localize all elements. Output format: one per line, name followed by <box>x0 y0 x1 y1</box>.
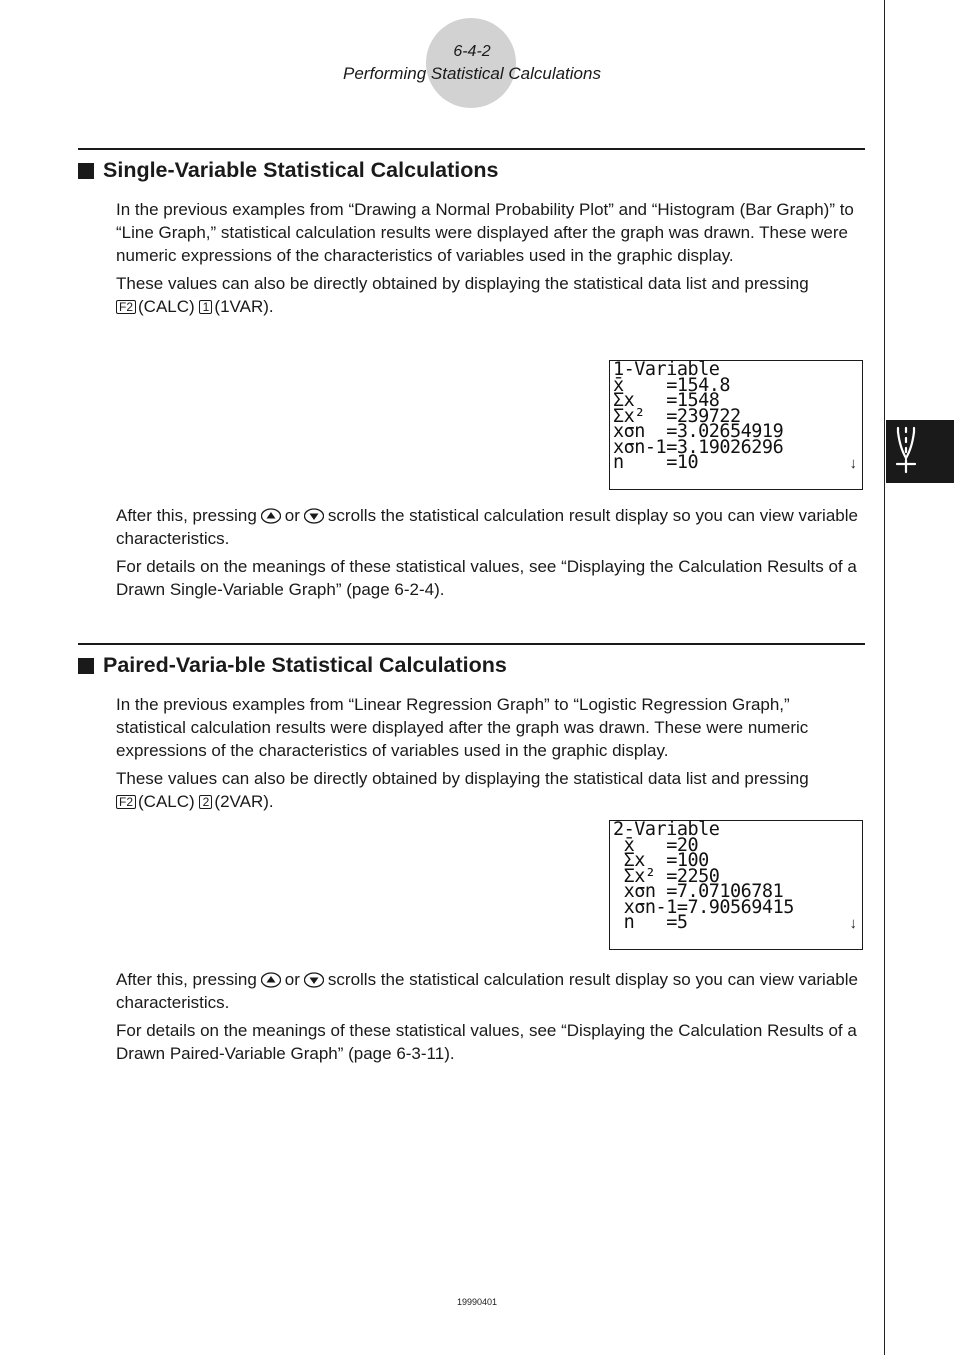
number-key-icon: 2 <box>199 795 212 809</box>
f2-key-icon: F2 <box>116 300 136 314</box>
scroll-paragraph: After this, pressing or scrolls the statistical calculation result display so you can view variable characteristics. <box>116 970 858 1012</box>
cursor-down-key-icon <box>304 972 324 988</box>
margin-rule <box>884 0 885 1355</box>
details-paragraph: For details on the meanings of these statistical values, see “Displaying the Calculation Results of a Drawn Single-Variable Graph” (page 6-2-4). <box>116 557 857 599</box>
square-bullet-icon <box>78 658 94 674</box>
section-body <box>116 693 864 818</box>
intro-paragraph: In the previous examples from “Drawing a Normal Probability Plot” and “Histogram (Bar Graph)” to “Line Graph,” statistical calculation results were displayed after the graph was drawn. These were numeric expressions of the characteristics of variables used in the graphic display. <box>116 200 854 265</box>
section-heading: Paired-Varia-ble Statistical Calculations <box>78 653 507 678</box>
number-key-icon: 1 <box>199 300 212 314</box>
section-rule <box>78 148 865 150</box>
scroll-down-arrow-icon: ↓ <box>849 455 857 472</box>
screen-text: 1-Variable x̄ =154.8 Σx =1548 Σx² =239722 xσn =3.02654919 xσn-1=3.19026296 n =10 <box>613 359 784 473</box>
page-number-badge <box>426 18 516 108</box>
details-paragraph: For details on the meanings of these statistical values, see “Displaying the Calculation Results of a Drawn Paired-Variable Graph” (page 6-3-11). <box>116 1021 857 1063</box>
calculator-screen <box>609 820 863 950</box>
section-body <box>116 198 864 323</box>
square-bullet-icon <box>78 163 94 179</box>
section-rule <box>78 643 865 645</box>
cursor-up-key-icon <box>261 508 281 524</box>
calculator-screen <box>609 360 863 490</box>
direct-paragraph: These values can also be directly obtained by displaying the statistical data list and pressing F2 (CALC) 1 (1VAR). <box>116 274 809 316</box>
statistics-chapter-icon <box>886 420 954 483</box>
scroll-down-arrow-icon: ↓ <box>849 915 857 932</box>
page-title: Performing Statistical Calculations <box>343 64 601 83</box>
screen-text: 2-Variable x̄ =20 Σx =100 Σx² =2250 xσn =7.07106781 xσn-1=7.90569415 n =5 <box>613 819 794 933</box>
cursor-up-key-icon <box>261 972 281 988</box>
section-body <box>116 504 864 606</box>
scroll-paragraph: After this, pressing or scrolls the statistical calculation result display so you can view variable characteristics. <box>116 506 858 548</box>
direct-paragraph: These values can also be directly obtained by displaying the statistical data list and pressing F2 (CALC) 2 (2VAR). <box>116 769 809 811</box>
chapter-thumb-tab <box>886 420 954 483</box>
intro-paragraph: In the previous examples from “Linear Regression Graph” to “Logistic Regression Graph,” statistical calculation results were displayed after the graph was drawn. These were numeric expressions of the characteristics of variables used in the graphic display. <box>116 695 809 760</box>
section-body <box>116 968 864 1070</box>
footer-code: 19990401 <box>456 1297 498 1307</box>
section-heading: Single-Variable Statistical Calculations <box>78 158 499 183</box>
cursor-down-key-icon <box>304 508 324 524</box>
f2-key-icon: F2 <box>116 795 136 809</box>
page-number: 6-4-2 <box>453 43 491 60</box>
